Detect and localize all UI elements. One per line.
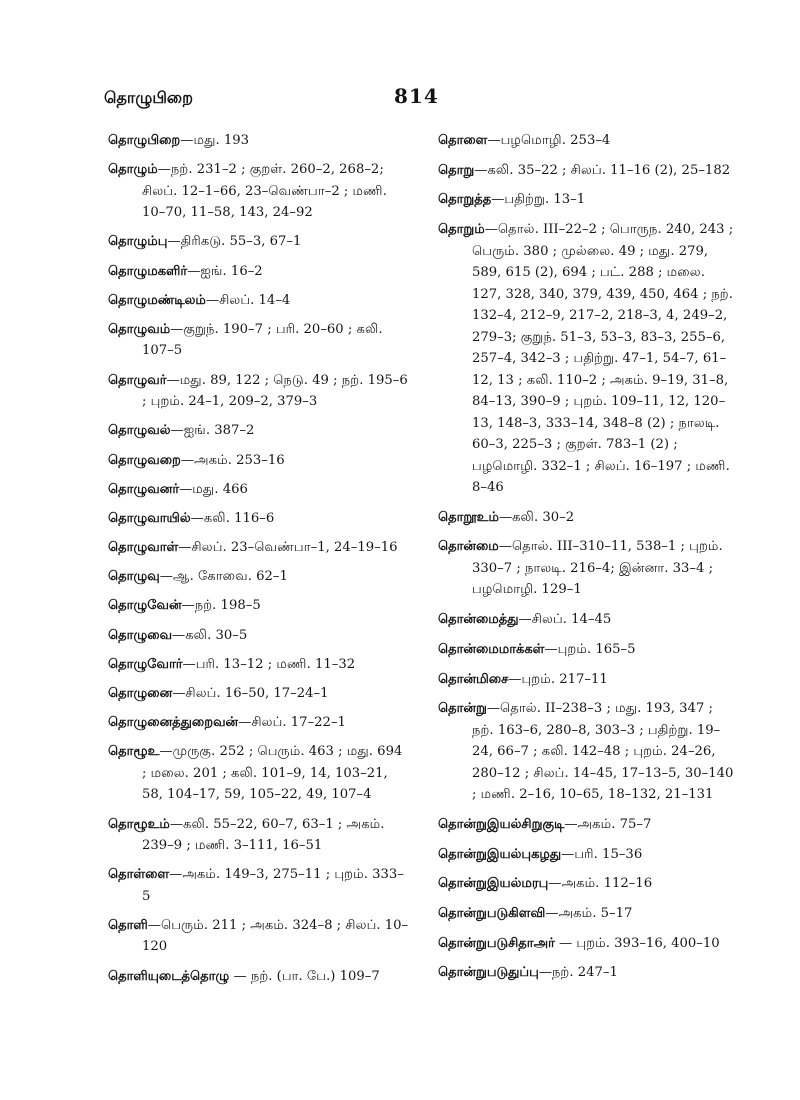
entry-headword: தொன்மை — [438, 539, 499, 555]
entry-headword: தொறும் — [438, 222, 485, 238]
index-entry — [108, 420, 410, 442]
index-entry — [438, 844, 738, 866]
index-entry — [438, 933, 738, 955]
entry-references: —கலி. 35–22 ; சிலப். 11–16 (2), 25–182 — [474, 162, 731, 178]
entry-references: —அகம். 75–7 — [564, 816, 652, 832]
entry-references: —ஐங். 16–2 — [187, 263, 263, 279]
entry-headword: தொழுபிறை — [108, 133, 181, 148]
entry-references: —கலி. 55–22, 60–7, 63–1 ; அகம். 239–9 ; மணி. 3–111, 16–51 — [142, 816, 385, 854]
entry-headword: தொன்மைத்து — [438, 612, 519, 628]
index-entry — [438, 669, 738, 691]
entry-references: —நற். 231–2 ; குறள். 260–2, 268–2; சிலப். 12–1–66, 23–வெண்பா–2 ; மணி. 10–70, 11–58, 143, 24–92 — [142, 162, 387, 221]
index-entry — [108, 654, 410, 676]
entry-headword: தொழுமண்டிலம் — [108, 292, 206, 308]
entry-headword: தொன்மிசை — [438, 671, 509, 687]
entry-headword: தொழுவறை — [108, 452, 181, 468]
entry-references: —நற். 198–5 — [181, 598, 261, 614]
index-entry — [108, 479, 410, 501]
entry-headword: தொளை — [438, 133, 488, 148]
entry-references: —கலி. 30–2 — [498, 509, 575, 525]
index-entry — [108, 130, 410, 152]
index-entry — [108, 683, 410, 705]
entry-references: —புறம். 217–11 — [508, 671, 608, 687]
index-entry — [108, 231, 410, 253]
entry-headword: தொன்றுபடுசிதாஅர் — [438, 935, 555, 951]
entry-headword: தொழுவனர் — [108, 481, 180, 497]
index-entry — [108, 814, 410, 857]
entry-headword: தொளியுடைத்தொழு — [108, 968, 230, 984]
entry-references: —அகம். 253–16 — [180, 452, 285, 468]
entry-headword: தொழுவம் — [108, 321, 171, 337]
index-entry — [108, 566, 410, 588]
page-header — [104, 84, 704, 118]
entry-references: —சிலப். 17–22–1 — [238, 715, 346, 731]
entry-headword: தொன்றுஇயல்புகழது — [438, 846, 562, 862]
entry-references: —புறம். 165–5 — [544, 641, 636, 657]
entry-references: —ஆ. கோவை. 62–1 — [159, 569, 288, 585]
entry-references: —கலி. 30–5 — [172, 627, 248, 643]
entry-headword: தொள்ளை — [108, 867, 170, 883]
entry-headword: தொழுவை — [108, 627, 173, 643]
entry-references: —சிலப். 14–4 — [205, 292, 291, 308]
entry-headword: தொறூஉம் — [438, 509, 499, 525]
entry-headword: தொன்றுஇயல்மரபு — [438, 876, 549, 892]
entry-references: —தொல். III–310–11, 538–1 ; புறம். 330–7 ; நாலடி. 216–4; இன்னா. 33–4 ; பழமொழி. 129–1 — [472, 539, 723, 598]
entry-references: —சிலப். 23–வெண்பா–1, 24–19–16 — [178, 540, 398, 556]
entry-headword: தொறு — [438, 162, 475, 178]
entry-headword: தொன்மைமாக்கள் — [438, 641, 545, 657]
index-entry — [108, 261, 410, 283]
entry-references: —தொல். III–22–2 ; பொருந. 240, 243 ; பெரும். 380 ; முல்லை. 49 ; மது. 279, 589, 615 (2), 694 ; பட். 288 ; மலை. 127, 328, 340, 379, 439, 450, 464 ; நற். 132–4, 212–9, 217–2, 218–3, 4, 249–2, 279–3; குறுந். 51–3, 53–3, 83–3, 255–6, 257–4, 342–3 ; பதிற்று. 47–1, 54–7, 61–12, 13 ; கலி. 110–2 ; அகம். 9–19, 31–8, 84–13, 390–9 ; புறம். 109–11, 12, 120–13, 148–3, 333–14, 348–8 (2) ; நாலடி. 60–3, 225–3 ; குறள். 783–1 (2) ; பழமொழி. 332–1 ; சிலப். 16–197 ; மணி. 8–46 — [472, 222, 734, 496]
entry-references: —பரி. 15–36 — [561, 846, 643, 862]
entry-references: —மது. 89, 122 ; நெடு. 49 ; நற். 195–6 ; புறம். 24–1, 209–2, 379–3 — [142, 372, 408, 410]
right-column — [438, 130, 738, 992]
entry-references: —சிலப். 14–45 — [518, 612, 612, 628]
entry-headword: தொழுவல் — [108, 423, 171, 439]
entry-headword: தொறுத்த — [438, 192, 492, 208]
entry-headword: தொழும்பு — [108, 234, 168, 250]
entry-headword: தொழுவாள் — [108, 540, 179, 556]
index-entry — [108, 625, 410, 647]
running-head: தொழுபிறை — [104, 88, 193, 107]
index-entry — [108, 915, 410, 958]
index-entry — [438, 609, 738, 631]
entry-headword: தொழுவாயில் — [108, 510, 191, 526]
index-entry — [108, 319, 410, 362]
entry-references: —அகம். 5–17 — [545, 905, 633, 921]
index-entry — [108, 864, 410, 907]
entry-references: —கலி. 116–6 — [190, 510, 275, 526]
index-entry — [108, 159, 410, 224]
entry-headword: தொழுனைத்துறைவன் — [108, 715, 239, 731]
index-entry — [438, 962, 738, 984]
index-entry — [108, 537, 410, 559]
entry-headword: தொழுமகளிர் — [108, 263, 188, 279]
entry-headword: தொழுவர் — [108, 372, 167, 388]
entry-references: —மது. 466 — [179, 481, 248, 497]
entry-headword: தொன்றுபடுகிளவி — [438, 905, 546, 921]
entry-references: —அகம். 149–3, 275–11 ; புறம். 333–5 — [142, 867, 404, 904]
index-entry — [108, 712, 410, 734]
entry-headword: தொழுனை — [108, 686, 173, 701]
entry-headword: தொழூஉம் — [108, 816, 170, 832]
entry-headword: தொன்றுஇயல்சிறுகுடி — [438, 816, 565, 832]
index-entry — [438, 507, 738, 529]
index-entry — [108, 290, 410, 312]
index-entry — [438, 698, 738, 806]
entry-headword: தொழூஉ — [108, 744, 160, 760]
entry-references: —மது. 193 — [180, 133, 250, 148]
entry-headword: தொன்று — [438, 701, 487, 717]
index-entry — [438, 814, 738, 836]
entry-references: —குறுந். 190–7 ; பரி. 20–60 ; கலி. 107–5 — [142, 321, 383, 359]
entry-references: —ஐங். 387–2 — [170, 423, 255, 439]
entry-references: —பதிற்று. 13–1 — [491, 192, 586, 208]
index-entry — [108, 966, 410, 988]
entry-references: —அகம். 112–16 — [548, 876, 653, 892]
entry-headword: தொழுவேன் — [108, 598, 182, 614]
entry-headword: தொழுவு — [108, 569, 160, 585]
index-entry — [108, 508, 410, 530]
index-entry — [108, 370, 410, 413]
index-entry — [438, 536, 738, 601]
index-entry — [108, 450, 410, 472]
entry-references: —பரி. 13–12 ; மணி. 11–32 — [182, 656, 356, 672]
entry-references: —முருகு. 252 ; பெரும். 463 ; மது. 694 ; மலை. 201 ; கலி. 101–9, 14, 103–21, 58, 104–17, 59, 105–22, 49, 107–4 — [142, 744, 403, 803]
index-entry — [438, 130, 738, 152]
index-entry — [438, 189, 738, 211]
index-entry — [108, 741, 410, 806]
page-number: 814 — [394, 84, 439, 108]
index-entry — [438, 903, 738, 925]
index-entry — [438, 639, 738, 661]
entry-headword: தொழுவோர் — [108, 656, 183, 672]
left-column — [108, 130, 410, 995]
entry-references: —திரிகடு. 55–3, 67–1 — [167, 234, 302, 250]
index-entry — [438, 873, 738, 895]
entry-references: — நற். (பா. பே.) 109–7 — [229, 968, 380, 984]
entry-headword: தொழும் — [108, 162, 158, 178]
entry-headword: தொளி — [108, 917, 148, 933]
entry-references: —நற். 247–1 — [538, 965, 618, 981]
entry-references: —தொல். II–238–3 ; மது. 193, 347 ; நற். 163–6, 280–8, 303–3 ; பதிற்று. 19–24, 66–7 ; கலி. 142–48 ; புறம். 24–26, 280–12 ; சிலப். 14–45, 17–13–5, 30–140 ; மணி. 2–16, 10–65, 18–132, 21–131 — [472, 701, 734, 803]
index-entry — [108, 595, 410, 617]
entry-references: —பெரும். 211 ; அகம். 324–8 ; சிலப். 10–120 — [142, 917, 409, 955]
index-entry — [438, 160, 738, 182]
entry-references: — புறம். 393–16, 400–10 — [554, 935, 720, 951]
entry-headword: தொன்றுபடுதுப்பு — [438, 965, 539, 981]
entry-references: —பழமொழி. 253–4 — [487, 133, 611, 148]
index-entry — [438, 219, 738, 499]
entry-references: —சிலப். 16–50, 17–24–1 — [172, 686, 329, 701]
